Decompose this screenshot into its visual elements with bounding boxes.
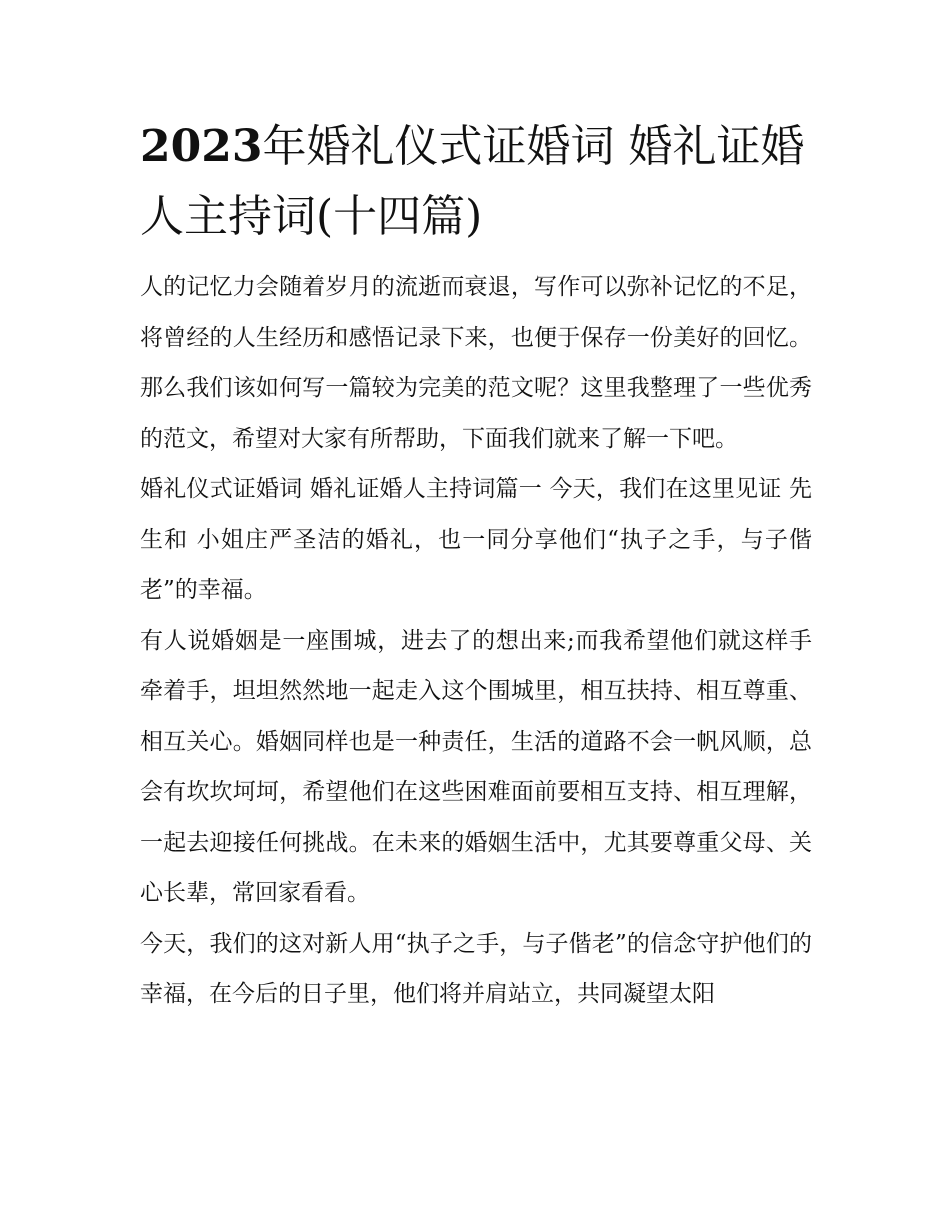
paragraph-section-one: 婚礼仪式证婚词 婚礼证婚人主持词篇一 今天，我们在这里见证 先生和 小姐庄严圣洁的婚礼，也一同分享他们“执子之手，与子偕老”的幸福。 — [140, 476, 812, 603]
document-title — [140, 112, 812, 252]
document-page — [140, 112, 812, 1020]
paragraph-marriage: 有人说婚姻是一座围城，进去了的想出来;而我希望他们就这样手牵着手，坦坦然然地一起走入这个围城里，相互扶持、相互尊重、相互关心。婚姻同样也是一种责任，生活的道路不会一帆风顺，总会有坎坎坷坷，希望他们在这些困难面前要相互支持、相互理解，一起去迎接任何挑战。在未来的婚姻生活中，尤其要尊重父母、关心长辈，常回家看看。 — [140, 627, 812, 906]
paragraph-today: 今天，我们的这对新人用“执子之手，与子偕老”的信念守护他们的幸福，在今后的日子里，他们将并肩站立，共同凝望太阳 — [140, 930, 812, 1007]
paragraph-intro: 人的记忆力会随着岁月的流逝而衰退，写作可以弥补记忆的不足，将曾经的人生经历和感悟记录下来，也便于保存一份美好的回忆。那么我们该如何写一篇较为完美的范文呢？这里我整理了一些优秀的范文，希望对大家有所帮助，下面我们就来了解一下吧。 — [140, 274, 812, 452]
title-year: 2023 — [140, 121, 263, 172]
title-text: 年婚礼仪式证婚词 婚礼证婚人主持词(十四篇) — [140, 121, 805, 242]
